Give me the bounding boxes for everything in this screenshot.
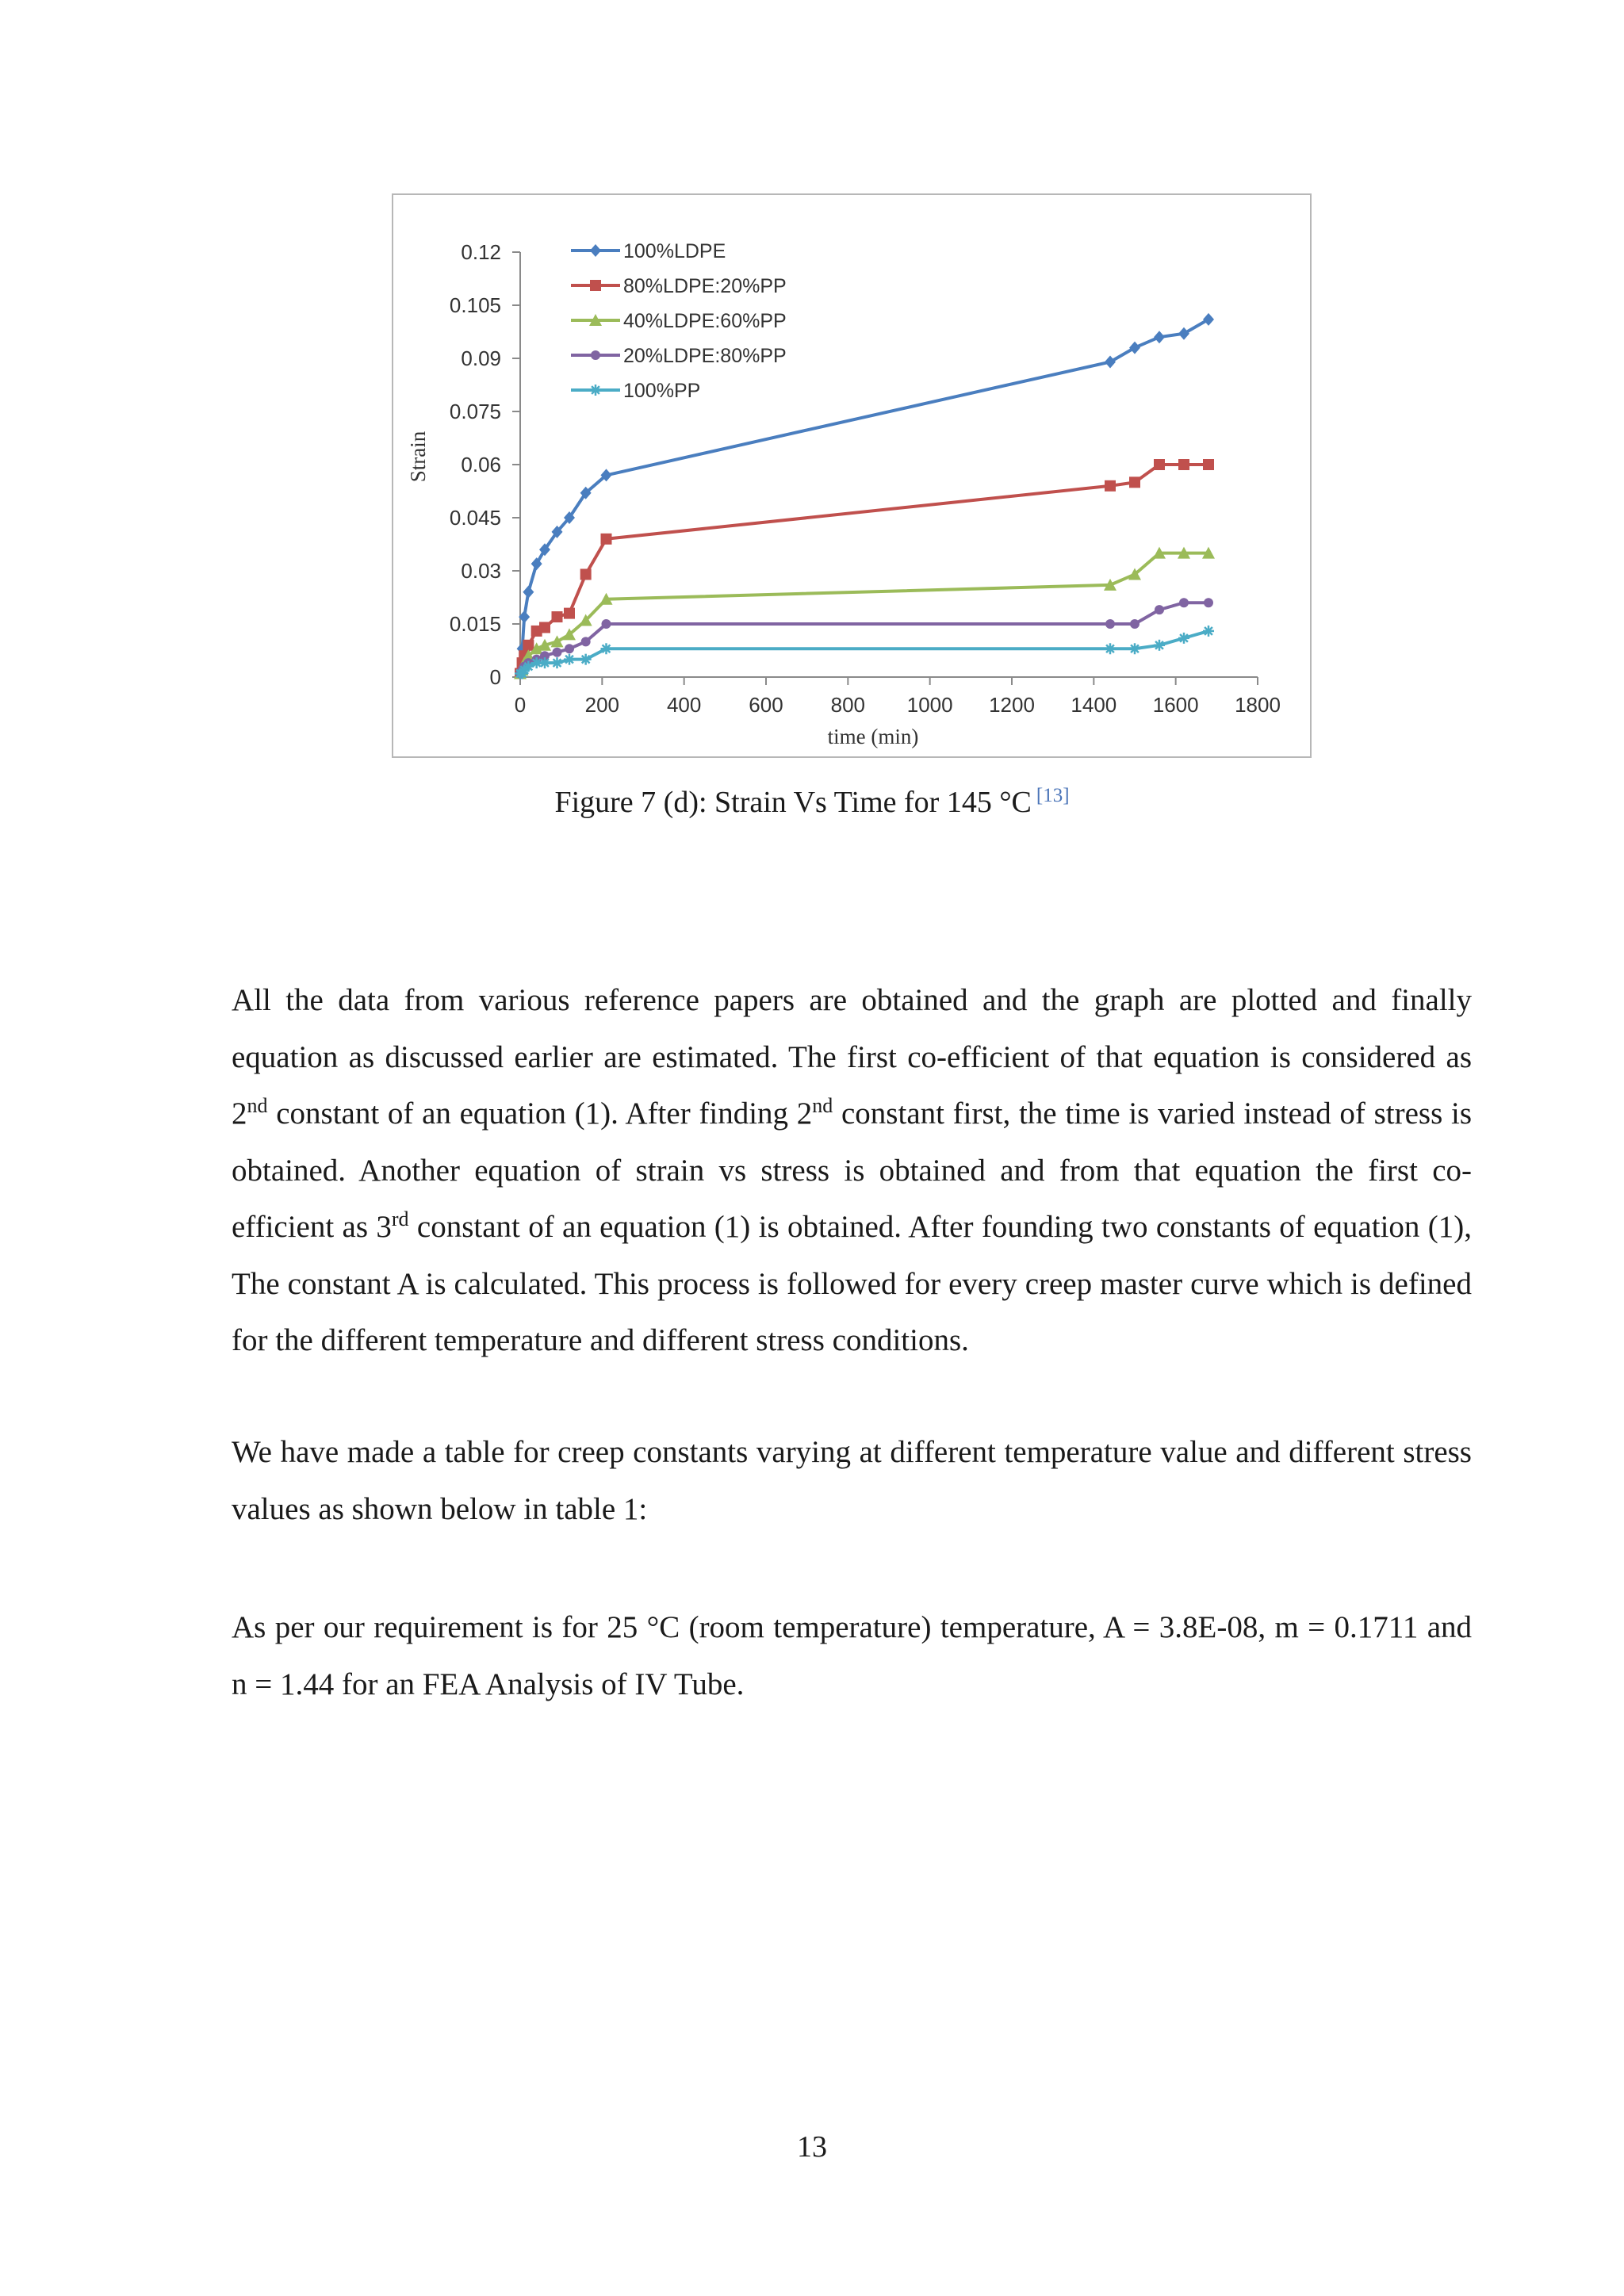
x-tick-label: 600 bbox=[749, 693, 783, 717]
y-tick-label: 0.015 bbox=[449, 612, 501, 636]
x-tick-label: 200 bbox=[584, 693, 620, 717]
data-point bbox=[564, 608, 575, 619]
data-point bbox=[552, 657, 563, 668]
para1-superscript-2: nd bbox=[812, 1094, 833, 1117]
series-line bbox=[520, 553, 1208, 674]
data-point bbox=[580, 568, 592, 580]
legend-label: 40%LDPE:60%PP bbox=[623, 310, 787, 332]
series-line bbox=[520, 465, 1208, 674]
data-point bbox=[1105, 643, 1116, 654]
para1-text-4: constant of an equation (1) is obtained. After founding two constants of equation (1), The constant A is calculated. This process is followed for every creep master curve which is defined for the different temperature and different stress conditions. bbox=[232, 1210, 1472, 1357]
y-tick-label: 0.09 bbox=[461, 346, 501, 370]
data-point bbox=[590, 385, 601, 396]
data-point bbox=[539, 622, 550, 633]
caption-reference-link[interactable]: [13] bbox=[1036, 785, 1070, 806]
data-point bbox=[523, 640, 534, 651]
series-line bbox=[520, 603, 1208, 673]
legend-label: 100%LDPE bbox=[623, 240, 726, 262]
data-point bbox=[591, 350, 600, 360]
body-paragraph-2: We have made a table for creep constants varying at different temperature value and different stress values as shown below in table 1: bbox=[232, 1435, 1472, 1526]
page-number: 13 bbox=[797, 2130, 827, 2164]
data-point bbox=[590, 244, 601, 257]
data-point bbox=[601, 534, 612, 545]
data-point bbox=[590, 280, 601, 291]
legend-item bbox=[571, 275, 787, 297]
series-20-ldpe-80-pp bbox=[515, 598, 1213, 678]
data-point bbox=[1129, 342, 1140, 354]
series-line bbox=[520, 320, 1208, 670]
data-point bbox=[1178, 459, 1189, 470]
legend-item bbox=[571, 345, 787, 367]
data-point bbox=[601, 643, 612, 654]
data-point bbox=[1203, 459, 1214, 470]
strain-vs-time-chart bbox=[393, 195, 1310, 756]
x-axis-title: time (min) bbox=[827, 725, 919, 748]
y-tick-label: 0.12 bbox=[461, 240, 501, 264]
x-tick-label: 800 bbox=[830, 693, 866, 717]
series-line bbox=[520, 631, 1208, 674]
data-point bbox=[580, 654, 592, 665]
legend-label: 80%LDPE:20%PP bbox=[623, 275, 787, 297]
data-point bbox=[1129, 643, 1140, 654]
y-axis-title: Strain bbox=[406, 430, 430, 483]
data-point bbox=[1105, 480, 1116, 492]
data-point bbox=[1178, 327, 1189, 340]
series-80-ldpe-20-pp bbox=[515, 459, 1214, 679]
x-tick-label: 0 bbox=[514, 693, 527, 717]
data-point bbox=[565, 644, 574, 653]
data-point bbox=[1129, 476, 1140, 488]
data-point bbox=[551, 635, 564, 647]
data-point bbox=[1203, 313, 1214, 326]
x-tick-label: 1400 bbox=[1071, 693, 1117, 717]
data-point bbox=[1154, 640, 1165, 651]
x-tick-label: 400 bbox=[666, 693, 702, 717]
legend-item bbox=[571, 380, 700, 402]
legend-label: 100%PP bbox=[623, 380, 701, 402]
legend-label: 20%LDPE:80%PP bbox=[623, 345, 787, 367]
chart-figure bbox=[392, 193, 1312, 758]
body-paragraph-3: As per our requirement is for 25 °C (room temperature) temperature, A = 3.8E-08, m = 0.1711 and n = 1.44 for an FEA Analysis of IV Tube. bbox=[232, 1610, 1472, 1701]
figure-caption bbox=[0, 785, 1624, 820]
data-point bbox=[581, 637, 591, 646]
x-tick-label: 1600 bbox=[1152, 693, 1199, 717]
body-paragraph-1 bbox=[232, 972, 1472, 1369]
data-point bbox=[1130, 619, 1139, 629]
chart-legend bbox=[571, 240, 787, 402]
data-point bbox=[553, 648, 562, 657]
y-tick-label: 0.075 bbox=[449, 400, 501, 423]
y-tick-label: 0.06 bbox=[461, 453, 501, 476]
data-point bbox=[1203, 626, 1214, 637]
data-point bbox=[1155, 605, 1164, 614]
legend-item bbox=[571, 240, 726, 262]
data-point bbox=[1105, 619, 1115, 629]
data-point bbox=[1154, 459, 1165, 470]
y-tick-label: 0.03 bbox=[461, 559, 501, 583]
data-point bbox=[1179, 598, 1189, 607]
data-point bbox=[552, 611, 563, 622]
legend-item bbox=[571, 310, 787, 332]
y-tick-label: 0.105 bbox=[449, 293, 501, 317]
para1-text-3: constant first, the time is varied instead of stress is obtained. Another equation of strain vs stress is obtained and from that equation the first co-efficient as 3 bbox=[232, 1096, 1472, 1244]
para1-superscript-3: rd bbox=[391, 1207, 409, 1230]
data-point bbox=[1204, 598, 1213, 607]
x-tick-label: 1200 bbox=[989, 693, 1035, 717]
y-tick-label: 0.045 bbox=[449, 506, 501, 530]
data-point bbox=[1178, 633, 1189, 644]
series-100-pp bbox=[515, 626, 1214, 679]
data-point bbox=[523, 586, 534, 599]
y-tick-label: 0 bbox=[489, 665, 501, 689]
series-40-ldpe-60-pp bbox=[514, 547, 1215, 679]
x-tick-label: 1000 bbox=[906, 693, 953, 717]
data-point bbox=[564, 654, 575, 665]
caption-text: Figure 7 (d): Strain Vs Time for 145 °C bbox=[554, 786, 1032, 819]
data-point bbox=[1154, 331, 1165, 343]
para1-text-2: constant of an equation (1). After finding 2 bbox=[267, 1096, 813, 1131]
para1-superscript-1: nd bbox=[247, 1094, 268, 1117]
x-tick-label: 1800 bbox=[1235, 693, 1281, 717]
para1-text-1: All the data from various reference papers are obtained and the graph are plotted and finally equation as discussed earlier are estimated. The first co-efficient of that equation is considered as 2 bbox=[232, 983, 1472, 1131]
data-point bbox=[1105, 355, 1116, 368]
data-point bbox=[602, 619, 611, 629]
